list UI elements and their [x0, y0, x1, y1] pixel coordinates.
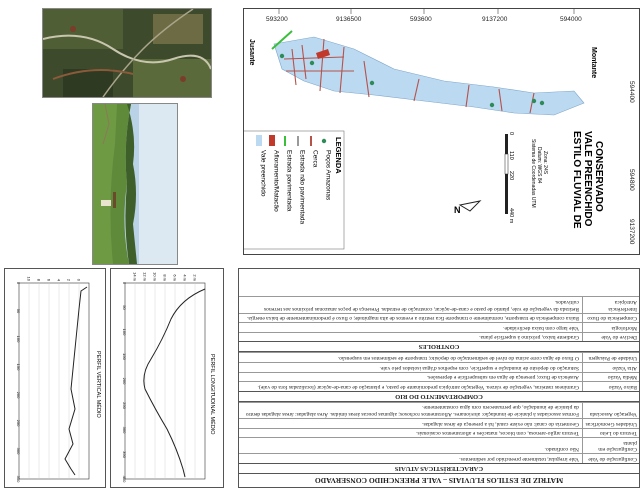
- field-photo-image: [93, 104, 177, 264]
- well-point: [490, 103, 494, 107]
- row-label: Configuração do Vale: [582, 454, 639, 463]
- table-row: [239, 332, 639, 342]
- table-row: [239, 453, 639, 463]
- y-tick-label: 6: [46, 278, 52, 281]
- y-tick-label: 0: [76, 278, 82, 281]
- well-point: [532, 99, 536, 103]
- row-label: Alta Vazão: [582, 363, 639, 372]
- y-tick-label: 8: [36, 278, 42, 281]
- well-point: [280, 54, 284, 58]
- x-tick-label: 350: [122, 451, 127, 458]
- matrix-table-rotated: [239, 269, 639, 487]
- coord-label-right: 594400: [628, 81, 635, 103]
- table-row: [239, 352, 639, 362]
- row-text: Retirada da vegetação de vale, plantio de pasto e cana-de-açúcar, construção de estradas. Presença de poços amazonas próximos aos terrenos cultivados.: [263, 299, 579, 312]
- y-tick-label: 14 m: [132, 272, 138, 281]
- x-tick-label: 0: [122, 281, 127, 285]
- coord-label-right: 9137200: [628, 219, 635, 245]
- x-tick-label: 200: [122, 377, 127, 385]
- row-label: Unidades Geomórficas: [582, 419, 639, 428]
- x-tick-label: 200: [16, 391, 21, 399]
- y-tick-label: 8 m: [162, 274, 168, 281]
- row-label: Vegetação Associada: [582, 403, 639, 418]
- table-row: [239, 297, 639, 313]
- map-title-line: CONSERVADO: [593, 141, 604, 212]
- row-label: Competência do fluxo: [582, 314, 639, 323]
- legend-item: [256, 135, 267, 197]
- crs-line: Zona: 24S: [542, 151, 548, 175]
- y-tick-label: 2: [66, 278, 72, 281]
- well-point: [540, 101, 544, 105]
- legend-symbol: [269, 135, 275, 146]
- table-rows: [239, 297, 639, 342]
- legend-label: Vale preenchido: [259, 150, 267, 197]
- field-photo: [92, 103, 178, 265]
- crs-line: Datum: WGS 84: [536, 147, 542, 184]
- legend-title: LEGENDA: [334, 137, 343, 174]
- north-arrow-icon: [454, 201, 480, 215]
- coord-label-top: 593600: [410, 16, 432, 23]
- x-tick-label: 400: [122, 475, 127, 483]
- scale-tick: 110: [508, 151, 514, 160]
- coord-label-top: 593200: [266, 16, 288, 23]
- y-tick-label: 12 m: [142, 272, 148, 281]
- legend-item: [311, 136, 319, 168]
- x-tick-label: 300: [16, 447, 21, 455]
- legend-item: [322, 139, 332, 201]
- row-label: Morfologia: [582, 323, 639, 332]
- coord-label-right: 594800: [628, 169, 635, 191]
- legend-item: [285, 136, 293, 212]
- map-canvas: [244, 9, 639, 254]
- x-tick-label: 100: [16, 335, 21, 343]
- table-row: [239, 428, 639, 438]
- aerial-photo-image: [43, 9, 211, 97]
- row-label: Configuração em planta: [582, 438, 639, 453]
- x-tick-label: 50: [122, 305, 127, 310]
- table-row: [239, 362, 639, 372]
- row-text: Textura argilo-arenosa, com blocos, matacões e afloramentos ocasionais.: [416, 430, 579, 437]
- crs-block: [530, 139, 548, 208]
- jusante-label: Jusante: [248, 39, 255, 66]
- x-tick-label: 350: [16, 475, 21, 483]
- row-label: Unidade de Paisagem: [582, 353, 639, 362]
- row-text: Ausência de fluxo; presença de água em subsuperfície e depressões.: [426, 374, 579, 381]
- row-label: Média Vazão: [582, 373, 639, 382]
- aerial-photo: [42, 8, 212, 98]
- x-tick-label: 100: [122, 328, 127, 336]
- row-text: Gradiente baixo, próximo à superfície plana.: [479, 334, 579, 341]
- scale-tick: 220: [508, 171, 514, 181]
- row-text: Gramíneas rasteiras, vegetação de várzea. Vegetação antrópica predominante de pasto, e plantação de cana-de-açúcar (localizadas fora do vale).: [257, 383, 579, 390]
- y-tick-label: 10 m: [152, 272, 158, 281]
- map-title-line: VALE PREENCHIDO: [582, 131, 593, 227]
- scale-bar: [505, 132, 514, 224]
- cross-profile-line: [65, 287, 87, 475]
- scale-tick: 0: [508, 132, 514, 136]
- table-row: [239, 313, 639, 323]
- legend-symbol: [256, 135, 262, 146]
- legend-label: Estrada não pavimentada: [298, 150, 306, 225]
- longitudinal-profile: [110, 268, 224, 488]
- svg-text:N: N: [454, 205, 461, 215]
- map-title-line: ESTILO FLUVIAL DE: [571, 131, 582, 229]
- x-tick-label: 150: [16, 363, 21, 371]
- y-tick-label: 4: [56, 278, 62, 281]
- map-panel: [243, 8, 640, 255]
- montante-label: Montante: [590, 47, 597, 79]
- table-row: [239, 322, 639, 332]
- row-text: O fluxo de água corre acima do nível de sedimentação do depósito; transporte de sedimentos em suspensão.: [337, 355, 579, 362]
- well-point: [370, 81, 374, 85]
- row-label: Declive do Vale: [582, 333, 639, 342]
- cross-profile: [4, 268, 106, 488]
- x-tick-label: 50: [16, 308, 21, 314]
- scale-tick: 440 m: [508, 208, 514, 224]
- table-row: [239, 418, 639, 428]
- longitudinal-profile-chart: [111, 269, 223, 487]
- y-tick-label: 6 m: [172, 274, 178, 281]
- matrix-table: [238, 268, 640, 488]
- section-header-char: CARACTERÍSTICAS ATUAIS: [239, 463, 639, 473]
- row-label: Textura do Leito: [582, 429, 639, 438]
- row-label: Interferência Antrópica: [582, 298, 639, 313]
- row-text: Saturação do depósito de inundação e superfície, com espelhos d'água isolados pelo vale.: [379, 364, 579, 371]
- legend-item: [298, 136, 306, 224]
- row-label: Baixo Vazão: [582, 382, 639, 391]
- row-text: Não confinado.: [544, 446, 579, 453]
- cross-profile-chart: [5, 269, 105, 487]
- legend-item: [269, 135, 280, 212]
- table-rows: [239, 352, 639, 390]
- table-row: [239, 381, 639, 391]
- well-point: [310, 61, 314, 65]
- section-header-ctrl: CONTROLES: [239, 341, 639, 352]
- row-text: Formas associadas à planície de inundação: aluvionares. Afloramentos rochosos; algumas poucas áreas úmidas. Área alagadas: áreas alagadas dentro da planície de inundação, que permanecem com água constantemente.: [245, 404, 579, 418]
- legend-items: [256, 135, 332, 224]
- cross-profile-title: PERFIL VERTICAL MÉDIO: [95, 351, 101, 418]
- table-row: [239, 402, 639, 418]
- x-tick-label: 300: [122, 426, 127, 434]
- table-row: [239, 372, 639, 382]
- row-text: Vale largo com baixa declividade.: [503, 324, 579, 331]
- x-tick-label: 250: [16, 419, 21, 427]
- x-tick-label: 0: [16, 281, 21, 285]
- y-tick-label: 10: [26, 276, 32, 281]
- coord-label-top: 594000: [560, 16, 582, 23]
- long-profile-title: PERFIL LONGITUDINAL MÉDIO: [209, 354, 215, 435]
- x-tick-label: 150: [122, 353, 127, 360]
- valley-fill: [274, 37, 584, 115]
- row-text: Geometria do canal: não existe canal, há a presença de áreas alagadas.: [421, 420, 579, 427]
- table-row: [239, 437, 639, 453]
- long-profile-line: [144, 289, 205, 477]
- map-title: [571, 131, 604, 229]
- legend-symbol: [322, 139, 326, 143]
- table-rows: [239, 402, 639, 463]
- crs-line: Sistema de Coordenadas UTM: [530, 139, 536, 208]
- legend-label: Poços Amazonas: [324, 150, 332, 201]
- row-text: Baixa competência de transporte, normalmente o transporte fica restrito a eventos de alta magnitude; o fluxo é predominantemente de baixa energia.: [247, 315, 579, 322]
- section-header-comp: COMPORTAMENTO DO RIO: [239, 391, 639, 402]
- coord-label-top: 9137200: [482, 16, 508, 23]
- coord-label-top: 9136500: [336, 16, 362, 23]
- y-tick-label: 2 m: [192, 274, 198, 281]
- x-tick-label: 250: [122, 402, 127, 409]
- matrix-title: MATRIZ DE ESTILOS FLUVIAIS – VALE PREENCHIDO CONSERVADO: [239, 473, 639, 487]
- legend-label: Cerca: [311, 150, 319, 168]
- y-tick-label: 4 m: [182, 274, 188, 281]
- legend-label: Afloramento/Matacão: [272, 150, 280, 212]
- row-text: Vale irregular, totalmente preenchido por sedimentos.: [459, 456, 579, 462]
- legend-label: Estrada pavimentada: [285, 150, 293, 212]
